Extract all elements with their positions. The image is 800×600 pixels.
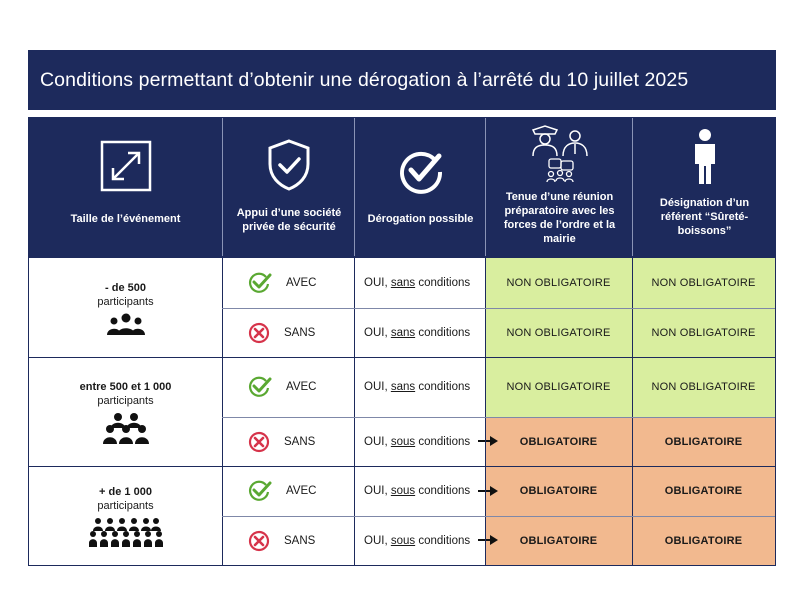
green-check-icon	[248, 480, 272, 502]
column-meeting-label: Tenue d’une réunion préparatoire avec les forces de l’ordre et la mairie	[503, 191, 616, 245]
column-referent-label: Désignation d’un référent “Sûreté-boissons”	[659, 197, 750, 237]
column-support	[222, 118, 355, 256]
column-derogation-label: Dérogation possible	[367, 213, 474, 225]
referent-status: NON OBLIGATOIRE	[632, 258, 775, 308]
cond-prefix: OUI,	[364, 381, 388, 393]
arrow-right-icon	[478, 436, 498, 446]
size-label-line2: participants	[97, 394, 154, 407]
row-divider	[222, 308, 775, 309]
size-cell-500-1000	[29, 357, 222, 466]
support-label: AVEC	[286, 485, 317, 497]
support-cell	[222, 308, 354, 357]
support-cell	[222, 466, 354, 516]
derogation-cell	[354, 417, 485, 466]
derogation-cell	[354, 466, 485, 516]
group-divider	[29, 357, 775, 358]
cond-prefix: OUI,	[364, 485, 388, 497]
support-cell	[222, 417, 354, 466]
small-group-icon	[106, 313, 146, 335]
derogation-cell	[354, 516, 485, 565]
cond-prefix: OUI,	[364, 326, 388, 339]
support-label: AVEC	[286, 381, 317, 393]
size-cell-over-1000	[29, 466, 222, 565]
cond-suffix: conditions	[418, 534, 471, 547]
cond-suffix: conditions	[418, 485, 471, 497]
page-title: Conditions permettant d’obtenir une dérogation à l’arrêté du 10 juillet 2025	[28, 50, 776, 110]
check-circle-icon	[397, 148, 445, 196]
medium-group-icon	[103, 412, 149, 444]
meeting-status: NON OBLIGATOIRE	[485, 308, 632, 357]
support-cell	[222, 357, 354, 417]
cond-prefix: OUI,	[364, 534, 388, 547]
cond-suffix: conditions	[418, 277, 471, 289]
arrow-right-icon	[478, 535, 498, 545]
column-support-label: Appui d’une société privée de sécurité	[236, 207, 342, 233]
column-referent	[632, 118, 776, 256]
column-divider	[632, 258, 633, 565]
shield-check-icon	[266, 138, 312, 192]
derogation-cell	[354, 258, 485, 308]
resize-arrows-icon	[100, 140, 152, 192]
column-size-label: Taille de l’événement	[70, 213, 181, 225]
size-label-line2: participants	[97, 295, 154, 308]
column-divider	[485, 258, 486, 565]
support-cell	[222, 258, 354, 308]
referent-status: OBLIGATOIRE	[632, 516, 775, 565]
cond-word: sans	[390, 326, 416, 339]
arrow-right-icon	[478, 486, 498, 496]
referent-status: NON OBLIGATOIRE	[632, 357, 775, 417]
cond-prefix: OUI,	[364, 277, 388, 289]
cond-word: sans	[390, 381, 416, 393]
conditions-table	[28, 257, 776, 566]
table-header	[28, 117, 776, 257]
row-divider	[222, 417, 775, 418]
meeting-status: OBLIGATOIRE	[485, 516, 632, 565]
column-divider	[354, 258, 355, 565]
row-divider	[222, 516, 775, 517]
red-cross-icon	[248, 322, 270, 344]
support-label: SANS	[284, 534, 316, 547]
size-label-line2: participants	[97, 499, 154, 512]
column-divider	[222, 258, 223, 565]
cond-word: sous	[390, 534, 416, 547]
cond-word: sans	[390, 277, 416, 289]
cond-prefix: OUI,	[364, 435, 388, 448]
support-label: SANS	[284, 435, 316, 448]
meeting-status: OBLIGATOIRE	[485, 466, 632, 516]
red-cross-icon	[248, 530, 270, 552]
referent-status: OBLIGATOIRE	[632, 466, 775, 516]
column-size	[29, 118, 222, 256]
column-meeting	[485, 118, 633, 256]
police-meeting-icon	[525, 124, 595, 184]
cond-suffix: conditions	[418, 326, 471, 339]
derogation-cell	[354, 357, 485, 417]
group-divider	[29, 466, 775, 467]
column-derogation	[354, 118, 486, 256]
derogation-cell	[354, 308, 485, 357]
meeting-status: OBLIGATOIRE	[485, 417, 632, 466]
cond-suffix: conditions	[418, 435, 471, 448]
support-cell	[222, 516, 354, 565]
support-label: SANS	[284, 326, 316, 339]
size-cell-under-500	[29, 258, 222, 357]
green-check-icon	[248, 272, 272, 294]
size-label-line1: - de 500	[105, 281, 146, 294]
green-check-icon	[248, 376, 272, 398]
cond-suffix: conditions	[418, 381, 471, 393]
meeting-status: NON OBLIGATOIRE	[485, 258, 632, 308]
person-icon	[692, 128, 718, 186]
cond-word: sous	[390, 435, 416, 448]
red-cross-icon	[248, 431, 270, 453]
cond-word: sous	[390, 485, 416, 497]
meeting-status: NON OBLIGATOIRE	[485, 357, 632, 417]
referent-status: OBLIGATOIRE	[632, 417, 775, 466]
large-crowd-icon	[89, 517, 163, 547]
size-label-line1: entre 500 et 1 000	[79, 380, 172, 393]
referent-status: NON OBLIGATOIRE	[632, 308, 775, 357]
size-label-line1: + de 1 000	[99, 485, 152, 498]
support-label: AVEC	[286, 277, 317, 289]
